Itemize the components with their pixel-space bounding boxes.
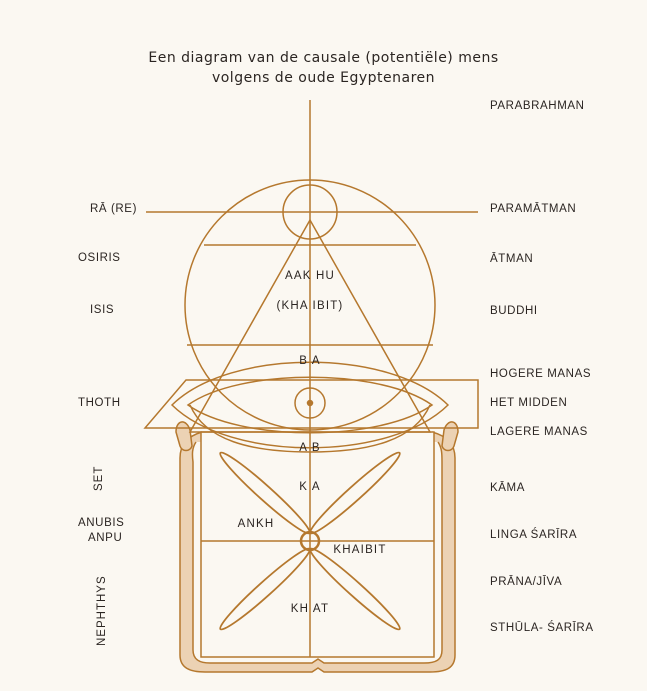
label-nephthys: NEPHTHYS bbox=[96, 575, 108, 646]
left-hand bbox=[176, 422, 192, 451]
label-atman: ĀTMAN bbox=[490, 253, 534, 265]
label-osiris: OSIRIS bbox=[78, 252, 121, 264]
label-khaibit-top: (KHA IBIT) bbox=[276, 300, 344, 312]
title-line-2: volgens de oude Egyptenaren bbox=[211, 70, 436, 86]
label-aakhu: AAK HU bbox=[284, 270, 336, 282]
label-anubis: ANUBIS bbox=[78, 517, 125, 529]
right-hand bbox=[442, 422, 458, 451]
label-hogere-manas: HOGERE MANAS bbox=[490, 368, 592, 380]
label-paramatman: PARAMĀTMAN bbox=[490, 203, 577, 215]
label-set: SET bbox=[93, 465, 105, 491]
label-ab: A B bbox=[299, 442, 321, 454]
label-khat: KH AT bbox=[290, 603, 330, 615]
label-sthula-sarira: STHŪLA- ŚARĪRA bbox=[490, 622, 594, 634]
label-thoth: THOTH bbox=[78, 397, 121, 409]
label-ankh: ANKH bbox=[237, 518, 275, 530]
label-prana-jiva: PRĀNA/JĪVA bbox=[490, 576, 563, 588]
label-het-midden: HET MIDDEN bbox=[490, 397, 568, 409]
label-ba: B A bbox=[299, 355, 321, 367]
label-lagere-manas: LAGERE MANAS bbox=[490, 426, 588, 438]
label-khaibit: KHAIBIT bbox=[333, 544, 387, 556]
label-isis: ISIS bbox=[90, 304, 115, 316]
label-anpu: ANPU bbox=[88, 532, 123, 544]
label-kama: KĀMA bbox=[490, 482, 525, 494]
label-linga-sarira: LINGA ŚARĪRA bbox=[490, 529, 578, 541]
label-ka: K A bbox=[299, 481, 321, 493]
label-parabrahman: PARABRAHMAN bbox=[490, 100, 585, 112]
title-line-1: Een diagram van de causale (potentiële) mens bbox=[148, 50, 499, 66]
label-buddhi: BUDDHI bbox=[490, 305, 538, 317]
label-ra: RĀ (RE) bbox=[90, 203, 138, 215]
eye-dot bbox=[308, 401, 313, 406]
